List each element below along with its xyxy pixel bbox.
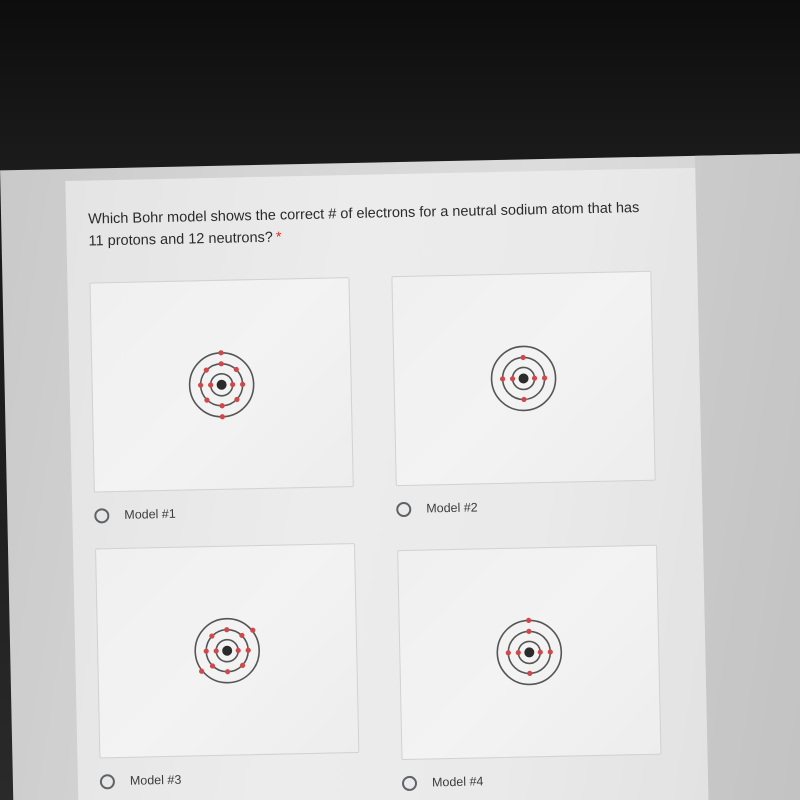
question-card — [65, 168, 708, 800]
radio-button-model-4[interactable] — [402, 775, 417, 790]
bohr-model-1-image — [181, 344, 263, 426]
bohr-model-4-image — [488, 612, 570, 694]
option-row-model-3[interactable] — [100, 769, 182, 793]
option-label-model-3[interactable]: Model #3 — [129, 772, 182, 788]
form-page — [0, 154, 800, 800]
option-label-model-2[interactable]: Model #2 — [426, 500, 478, 516]
radio-button-model-1[interactable] — [94, 508, 109, 523]
question-title — [88, 197, 659, 253]
bohr-model-2-image — [483, 338, 565, 420]
option-row-model-1[interactable] — [94, 503, 176, 527]
option-model-3[interactable] — [95, 543, 355, 788]
bohr-model-3-image — [186, 610, 268, 692]
option-image-model-1 — [89, 277, 353, 492]
option-label-model-1[interactable]: Model #1 — [124, 506, 176, 522]
option-row-model-4[interactable] — [402, 770, 484, 794]
option-model-2[interactable] — [391, 271, 651, 516]
screen-bezel — [0, 0, 800, 175]
question-text: Which Bohr model shows the correct # of electrons for a neutral sodium atom that has 11 protons and 12 neutrons? — [87, 200, 640, 250]
option-image-model-2 — [391, 271, 655, 486]
option-image-model-3 — [95, 543, 359, 758]
option-model-1[interactable] — [89, 277, 349, 522]
radio-button-model-3[interactable] — [100, 774, 115, 789]
radio-button-model-2[interactable] — [396, 501, 411, 516]
option-image-model-4 — [397, 545, 661, 760]
required-asterisk: * — [275, 229, 282, 246]
option-row-model-2[interactable] — [396, 496, 478, 520]
page-margin — [695, 154, 800, 800]
option-label-model-4[interactable]: Model #4 — [431, 774, 484, 790]
option-model-4[interactable] — [397, 545, 657, 790]
